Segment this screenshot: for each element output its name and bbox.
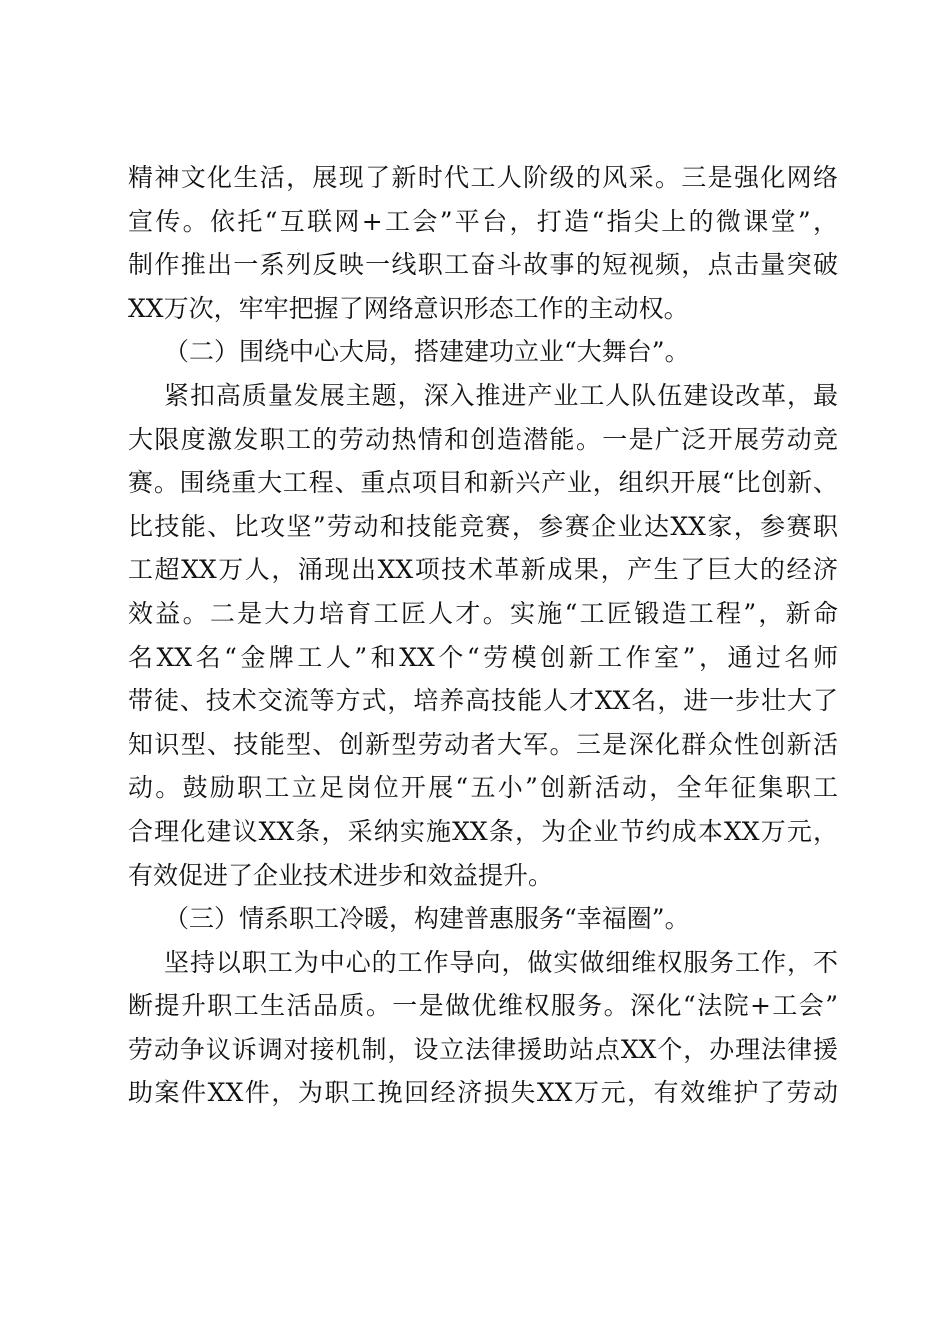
text-line: 赛。围绕重大工程、重点项目和新兴产业，组织开展“比创新、 [128, 468, 838, 498]
text-line: 制作推出一系列反映一线职工奋斗故事的短视频，点击量突破 [128, 250, 838, 280]
text-line: 合理化建议XX条，采纳实施XX条，为企业节约成本XX万元， [128, 816, 838, 846]
text-line: 动。鼓励职工立足岗位开展“五小”创新活动，全年征集职工 [128, 773, 838, 803]
section-heading-2: （二）围绕中心大局，搭建建功立业“大舞台”。 [164, 337, 690, 367]
section-heading-3: （三）情系职工冷暖，构建普惠服务“幸福圈”。 [164, 904, 690, 934]
text-line: 比技能、比攻坚”劳动和技能竞赛，参赛企业达XX家，参赛职 [128, 511, 838, 541]
text-line: 劳动争议诉调对接机制，设立法律援助站点XX个，办理法律援 [128, 1034, 838, 1064]
text-line: 助案件XX件，为职工挽回经济损失XX万元，有效维护了劳动 [128, 1078, 838, 1108]
text-line: 名XX名“金牌工人”和XX个“劳模创新工作室”，通过名师 [128, 642, 838, 672]
text-line: 宣传。依托“互联网+工会”平台，打造“指尖上的微课堂”， [128, 206, 838, 236]
text-line: 大限度激发职工的劳动热情和创造潜能。一是广泛开展劳动竞 [128, 424, 838, 454]
text-line: 精神文化生活，展现了新时代工人阶级的风采。三是强化网络 [128, 163, 838, 192]
text-line: 紧扣高质量发展主题，深入推进产业工人队伍建设改革，最 [164, 380, 838, 410]
text-line: XX万次，牢牢把握了网络意识形态工作的主动权。 [128, 293, 689, 323]
text-line: 有效促进了企业技术进步和效益提升。 [128, 860, 554, 890]
body-text [128, 156, 838, 1115]
text-line: 带徒、技术交流等方式，培养高技能人才XX名，进一步壮大了 [128, 686, 838, 716]
text-line: 断提升职工生活品质。一是做优维权服务。深化“法院+工会” [128, 991, 838, 1021]
text-line: 效益。二是大力培育工匠人才。实施“工匠锻造工程”，新命 [128, 598, 838, 628]
text-line: 知识型、技能型、创新型劳动者大军。三是深化群众性创新活 [128, 729, 838, 759]
text-line: 坚持以职工为中心的工作导向，做实做细维权服务工作，不 [164, 947, 838, 977]
text-line: 工超XX万人，涌现出XX项技术革新成果，产生了巨大的经济 [128, 555, 838, 585]
